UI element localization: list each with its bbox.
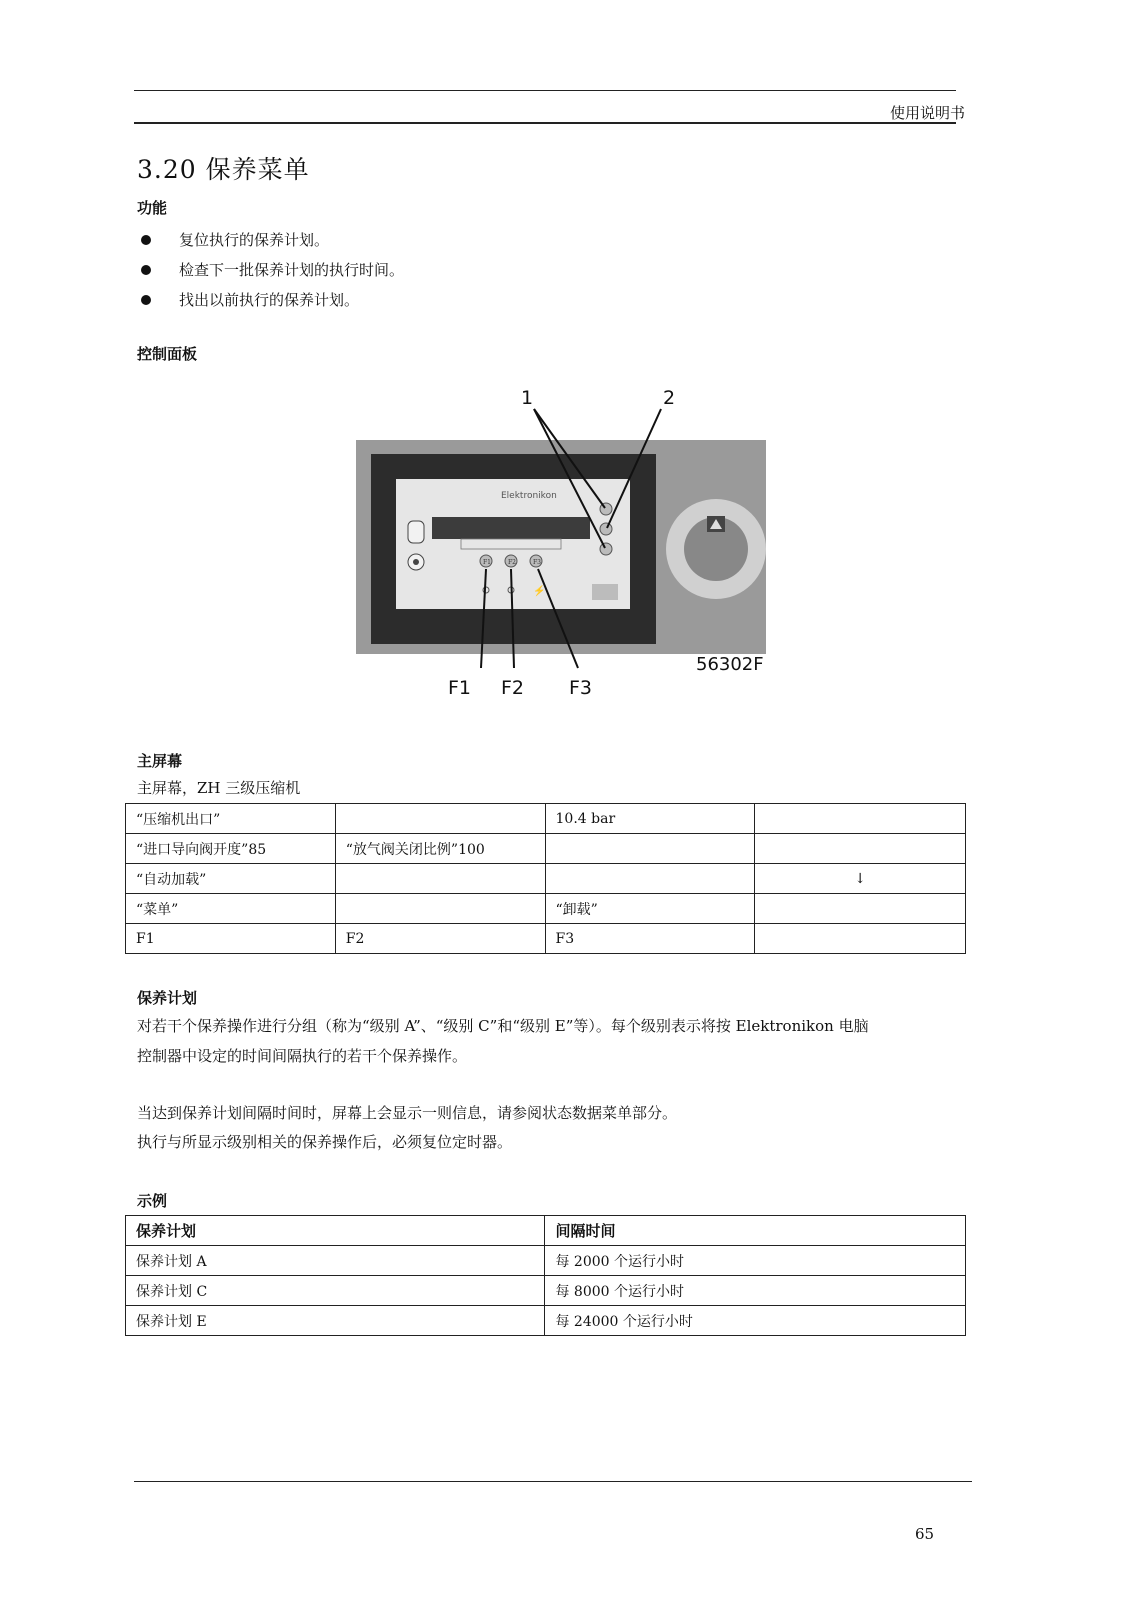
main-screen-heading: 主屏幕 <box>137 752 183 770</box>
callout-1: 1 <box>521 387 534 409</box>
tab-key <box>600 523 612 535</box>
footer-rule <box>134 1481 972 1482</box>
table-cell: F3 <box>545 924 755 954</box>
table-cell: 每 8000 个运行小时 <box>545 1276 966 1306</box>
main-screen-caption: 主屏幕，ZH 三级压缩机 <box>137 779 301 797</box>
table-cell: 每 2000 个运行小时 <box>545 1246 966 1276</box>
start-button <box>408 521 424 543</box>
scroll-down-arrow-icon: ↓ <box>755 864 966 894</box>
header-bottom-rule <box>134 122 956 124</box>
maintenance-plan-para1-line1: 对若干个保养操作进行分组（称为“级别 A”、“级别 C”和“级别 E”等）。每个级别表示将按 Elektronikon 电脑 <box>137 1017 869 1035</box>
function-list <box>137 225 404 315</box>
function-heading: 功能 <box>137 199 168 217</box>
table-row <box>126 1246 966 1276</box>
table-cell: F2 <box>335 924 545 954</box>
table-cell <box>755 804 966 834</box>
table-row <box>126 924 966 954</box>
control-panel-heading: 控制面板 <box>137 345 198 363</box>
callout-f2: F2 <box>501 677 525 699</box>
table-cell: 每 24000 个运行小时 <box>545 1306 966 1336</box>
table-cell: “压缩机出口” <box>126 804 336 834</box>
column-header: 保养计划 <box>126 1216 545 1246</box>
f1-key-label: F1 <box>483 559 491 566</box>
callout-f3: F3 <box>569 677 593 699</box>
main-screen-table <box>125 803 966 954</box>
example-table <box>125 1215 966 1336</box>
maintenance-plan-para1-line2: 控制器中设定的时间间隔执行的若干个保养操作。 <box>137 1047 468 1065</box>
table-cell: “放气阀关闭比例”100 <box>335 834 545 864</box>
table-header-row <box>126 1216 966 1246</box>
table-cell <box>755 894 966 924</box>
table-cell <box>335 864 545 894</box>
example-heading: 示例 <box>137 1192 168 1210</box>
brand-badge <box>592 584 618 600</box>
table-cell: “卸载” <box>545 894 755 924</box>
function-item: 检查下一批保养计划的执行时间。 <box>137 255 404 285</box>
table-cell: 保养计划 C <box>126 1276 545 1306</box>
table-row <box>126 1276 966 1306</box>
lcd-display <box>432 517 590 539</box>
table-cell: 保养计划 A <box>126 1246 545 1276</box>
lightning-icon: ⚡ <box>533 586 546 597</box>
function-item: 复位执行的保养计划。 <box>137 225 404 255</box>
control-panel-figure <box>356 376 796 712</box>
table-cell <box>545 864 755 894</box>
table-row <box>126 1306 966 1336</box>
table-cell: “菜单” <box>126 894 336 924</box>
table-cell: “自动加载” <box>126 864 336 894</box>
header-top-rule <box>134 90 956 91</box>
table-cell <box>755 924 966 954</box>
callout-2: 2 <box>663 387 676 409</box>
function-item: 找出以前执行的保养计划。 <box>137 285 404 315</box>
table-cell <box>335 894 545 924</box>
section-title: 3.20 保养菜单 <box>137 155 310 184</box>
column-header: 间隔时间 <box>545 1216 966 1246</box>
maintenance-plan-para2-line2: 执行与所显示级别相关的保养操作后，必须复位定时器。 <box>137 1133 513 1151</box>
callout-f1: F1 <box>448 677 472 699</box>
table-cell: 10.4 bar <box>545 804 755 834</box>
f2-key-label: F2 <box>508 559 516 566</box>
table-cell <box>545 834 755 864</box>
page-number: 65 <box>915 1525 935 1543</box>
table-row <box>126 894 966 924</box>
table-cell: “进口导向阀开度”85 <box>126 834 336 864</box>
table-cell: 保养计划 E <box>126 1306 545 1336</box>
maintenance-plan-heading: 保养计划 <box>137 989 198 1007</box>
header-doc-title: 使用说明书 <box>889 104 965 122</box>
f3-key-label: F3 <box>533 559 541 566</box>
table-row <box>126 864 966 894</box>
figure-code: 56302F <box>696 654 764 675</box>
brand-label: Elektronikon <box>501 491 557 501</box>
table-cell <box>335 804 545 834</box>
down-arrow-key <box>600 543 612 555</box>
table-cell: F1 <box>126 924 336 954</box>
table-row <box>126 834 966 864</box>
table-cell <box>755 834 966 864</box>
maintenance-plan-para2-line1: 当达到保养计划间隔时间时，屏幕上会显示一则信息，请参阅状态数据菜单部分。 <box>137 1104 678 1122</box>
table-row <box>126 804 966 834</box>
